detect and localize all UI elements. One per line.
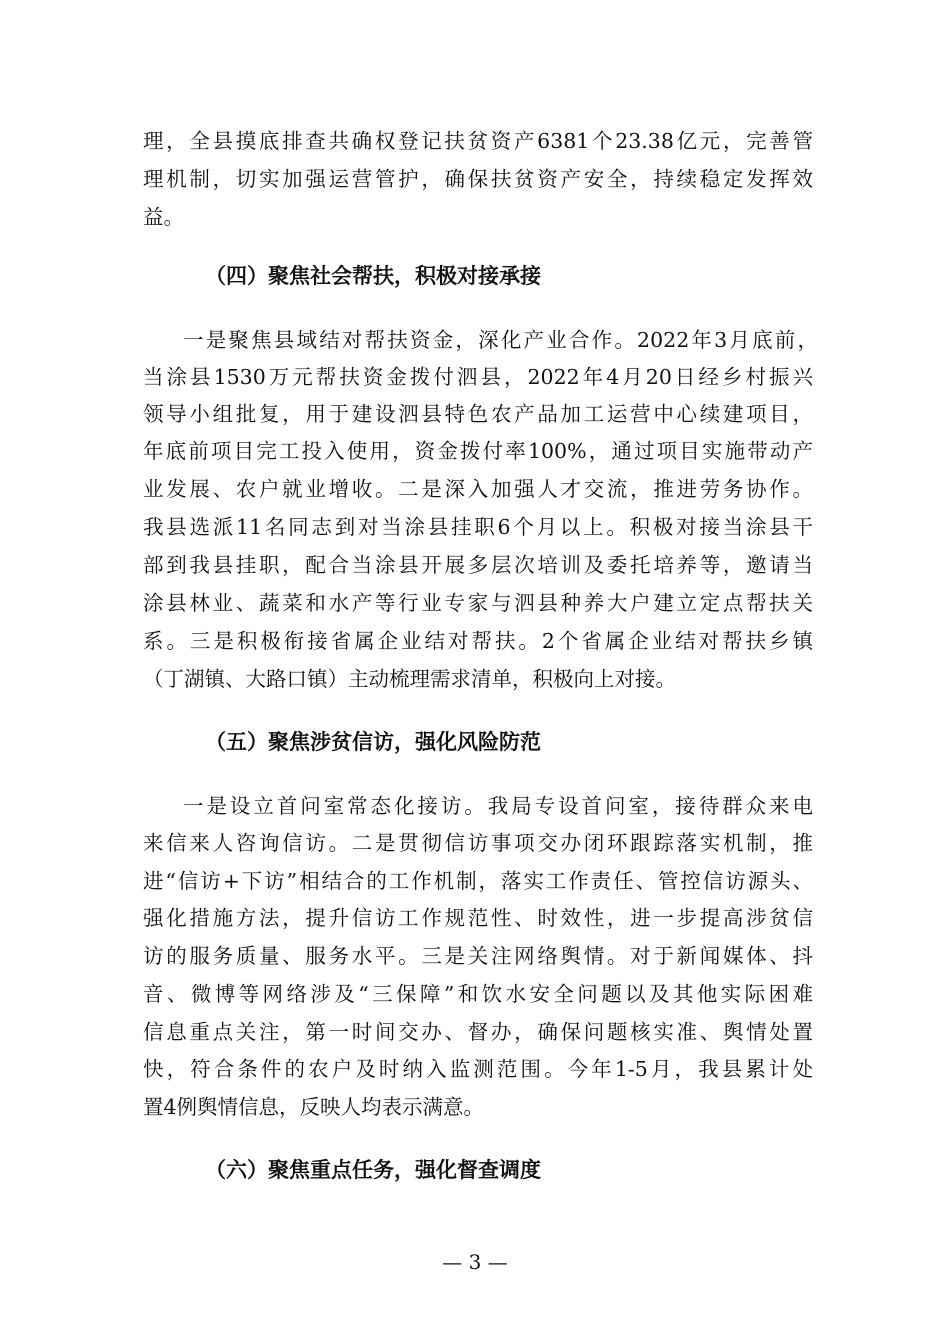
body-line: 领导小组批复，用于建设泗县特色农产品加工运营中心续建项目， — [143, 402, 813, 426]
body-line: （丁湖镇、大路口镇）主动梳理需求清单，积极向上对接。 — [143, 667, 676, 691]
body-line: 进“信访+下访”相结合的工作机制，落实工作责任、管控信访源头、 — [143, 869, 813, 893]
body-line: 系。三是积极衔接省属企业结对帮扶。2个省属企业结对帮扶乡镇 — [143, 629, 813, 653]
page-number: — 3 — — [442, 1250, 508, 1274]
body-line: 理机制，切实加强运营管护，确保扶贫资产安全，持续稳定发挥效 — [143, 167, 813, 191]
body-line: 访的服务质量、服务水平。三是关注网络舆情。对于新闻媒体、抖 — [143, 944, 813, 968]
body-line: 部到我县挂职，配合当涂县开展多层次培训及委托培养等，邀请当 — [143, 553, 813, 577]
body-line: 来信来人咨询信访。二是贯彻信访事项交办闭环跟踪落实机制，推 — [143, 831, 813, 855]
body-line: 当涂县1530万元帮扶资金拨付泗县，2022年4月20日经乡村振兴 — [143, 365, 813, 389]
body-line: 快，符合条件的农户及时纳入监测范围。今年1-5月，我县累计处 — [143, 1057, 813, 1081]
section-heading-4: （四）聚焦社会帮扶，积极对接承接 — [205, 263, 541, 288]
section-heading-5: （五）聚焦涉贫信访，强化风险防范 — [205, 729, 541, 754]
body-line: 年底前项目完工投入使用，资金拨付率100%，通过项目实施带动产 — [143, 439, 813, 463]
body-line: 强化措施方法，提升信访工作规范性、时效性，进一步提高涉贫信 — [143, 906, 813, 930]
section-heading-6: （六）聚焦重点任务，强化督查调度 — [205, 1157, 541, 1182]
body-line: 业发展、农户就业增收。二是深入加强人才交流，推进劳务协作。 — [143, 477, 813, 501]
body-line: 我县选派11名同志到对当涂县挂职6个月以上。积极对接当涂县干 — [143, 515, 813, 539]
body-line: 理，全县摸底排查共确权登记扶贫资产6381个23.38亿元，完善管 — [143, 129, 813, 153]
body-line: 益。 — [143, 205, 184, 229]
body-line: 置4例舆情信息，反映人均表示满意。 — [143, 1095, 485, 1119]
body-line: 一是聚焦县域结对帮扶资金，深化产业合作。2022年3月底前， — [183, 328, 818, 352]
body-line: 信息重点关注，第一时间交办、督办，确保问题核实准、舆情处置 — [143, 1020, 813, 1044]
body-line: 一是设立首问室常态化接访。我局专设首问室，接待群众来电 — [183, 794, 813, 818]
body-line: 涂县林业、蔬菜和水产等行业专家与泗县种养大户建立定点帮扶关 — [143, 591, 813, 615]
body-line: 音、微博等网络涉及“三保障”和饮水安全问题以及其他实际困难 — [143, 982, 813, 1006]
